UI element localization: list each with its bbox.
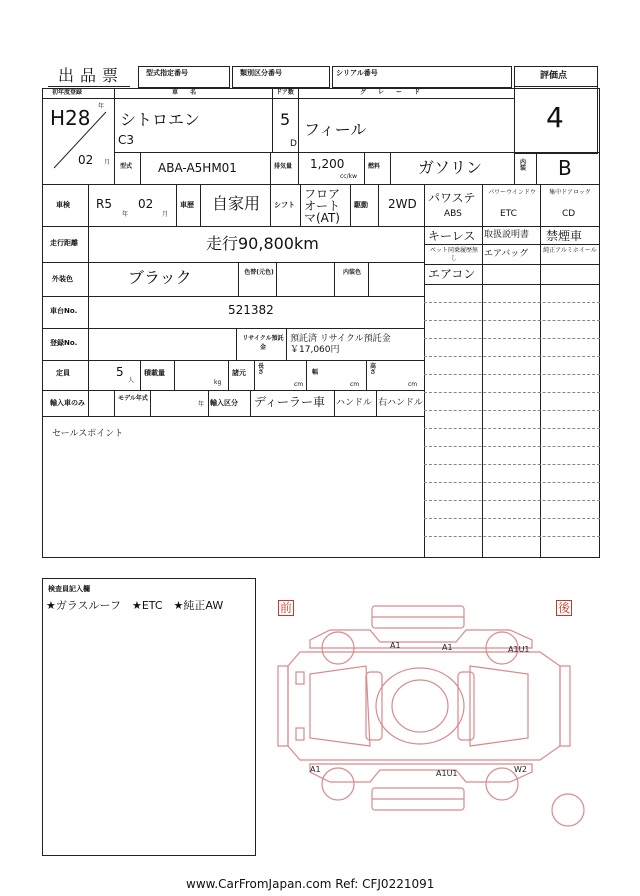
type-spec-label: 型式指定番号	[146, 69, 188, 77]
capacity-label: 定員	[56, 369, 70, 377]
grade-value: フィール	[304, 120, 367, 139]
inspection-year-suffix: 年	[122, 211, 129, 218]
inspection-era: R5	[96, 197, 112, 211]
shift-value: フロアオートマ(AT)	[304, 187, 341, 225]
first-reg-label: 初年度登録	[52, 89, 83, 96]
car-diagram	[270, 596, 610, 836]
equip-keyless: キーレス	[428, 229, 476, 243]
sheet-title: 出品票	[58, 66, 125, 85]
door-count: 5	[280, 110, 291, 129]
overall-score: 4	[546, 101, 564, 134]
inspection-month: 02	[138, 197, 154, 211]
inspector-box	[42, 578, 256, 856]
year-suffix: 年	[98, 103, 105, 110]
equip-airbag: エアバッグ	[484, 249, 529, 259]
serial-label: シリアル番号	[336, 69, 378, 77]
import-type-label: 輸入区分	[210, 399, 238, 407]
chassis-number: 521382	[228, 303, 274, 317]
import-type: ディーラー車	[254, 395, 326, 409]
persons-unit: 人	[128, 377, 135, 384]
fuel-label: 燃料	[368, 163, 381, 170]
color-change-label: 色替(元色)	[244, 269, 274, 276]
car-name-label: 車 名	[172, 89, 197, 96]
dims-label: 諸元	[232, 369, 246, 377]
equip-etc: ETC	[500, 209, 517, 219]
width-unit: cm	[350, 381, 360, 388]
score-label: 評価点	[540, 71, 568, 81]
int-color-label: 内装色	[342, 269, 361, 276]
month-suffix: 月	[104, 159, 111, 166]
load-unit: kg	[214, 379, 222, 386]
inspection-label: 車検	[56, 201, 70, 209]
ext-color-label: 外装色	[52, 275, 73, 283]
damage-mark: W2	[514, 765, 527, 774]
recycle-value: 預託済 リサイクル預託金￥17,060円	[290, 334, 391, 355]
equip-nonsmoker: 禁煙車	[546, 229, 583, 243]
model-year-unit: 年	[198, 401, 205, 408]
drive-value: 2WD	[388, 197, 417, 211]
damage-mark: A1	[390, 641, 401, 650]
displacement: 1,200	[310, 157, 345, 171]
damage-mark: A1U1	[508, 645, 530, 654]
inspection-month-suffix: 月	[162, 211, 169, 218]
equip-central-lock: 集中ドアロック	[549, 189, 591, 196]
height-unit: cm	[408, 381, 418, 388]
first-reg-month: 02	[78, 153, 94, 167]
model-code-label: 型式	[120, 163, 133, 170]
displacement-unit: cc/kw	[340, 173, 358, 180]
equip-manual: 取扱説明書	[484, 230, 530, 240]
equip-power-window: パワーウインドウ	[488, 189, 536, 196]
grade-label: グ レ ー ド	[360, 89, 421, 96]
rear-label: 後	[558, 601, 571, 615]
model-code: ABA-A5HM01	[158, 161, 237, 175]
chassis-label: 車台No.	[50, 307, 78, 315]
model-year-label: モデル年式	[118, 395, 148, 402]
registration-label: 登録No.	[50, 339, 78, 347]
import-label: 輸入車のみ	[50, 399, 85, 407]
shift-label: シフト	[274, 201, 295, 209]
footer-ref: www.CarFromJapan.com Ref: CFJ0221091	[186, 877, 435, 891]
handle-label: ハンドル	[336, 398, 373, 408]
reg-slash	[44, 100, 114, 184]
inspector-notes: ★ガラスルーフ ★ETC ★純正AW	[46, 599, 224, 612]
interior-score: B	[558, 156, 572, 180]
length-label: 長さ	[258, 363, 265, 376]
mileage-label: 走行距離	[50, 239, 78, 247]
damage-mark: A1U1	[436, 769, 458, 778]
mileage-value: 走行90,800km	[206, 234, 319, 253]
equip-abs: ABS	[444, 209, 462, 219]
equip-aircon: エアコン	[428, 267, 476, 281]
first-reg-year: H28	[50, 106, 91, 130]
car-model: C3	[118, 133, 135, 147]
door-label: ドア数	[276, 89, 294, 96]
car-make: シトロエン	[120, 110, 201, 129]
sales-points-label: セールスポイント	[52, 429, 124, 439]
damage-mark: A1	[442, 643, 453, 652]
load-label: 積載量	[144, 369, 165, 377]
recycle-label: リサイクル預託金	[242, 335, 284, 351]
inspector-label: 検査員記入欄	[48, 585, 90, 593]
front-label: 前	[280, 601, 293, 615]
length-unit: cm	[294, 381, 304, 388]
equip-cd: CD	[562, 209, 576, 219]
drive-label: 駆動	[354, 201, 368, 209]
equip-alloy-wheels: 純正アルミホイール	[543, 247, 597, 254]
height-label: 高さ	[370, 363, 377, 376]
handle-value: 右ハンドル	[378, 398, 424, 408]
equip-no-pets: ペット同乗履歴無し	[429, 247, 478, 262]
width-label: 幅	[312, 369, 319, 376]
equip-power-steering: パワステ	[428, 191, 476, 205]
class-label: 類別区分番号	[240, 69, 282, 77]
door-suffix: D	[290, 139, 297, 149]
displacement-label: 排気量	[274, 163, 293, 170]
interior-label: 内装	[520, 159, 527, 172]
usage-label: 車歴	[180, 201, 194, 209]
capacity-persons: 5	[116, 365, 124, 379]
fuel-type: ガソリン	[418, 158, 483, 177]
usage-value: 自家用	[212, 194, 261, 213]
damage-mark: A1	[310, 765, 321, 774]
ext-color-value: ブラック	[128, 268, 192, 287]
